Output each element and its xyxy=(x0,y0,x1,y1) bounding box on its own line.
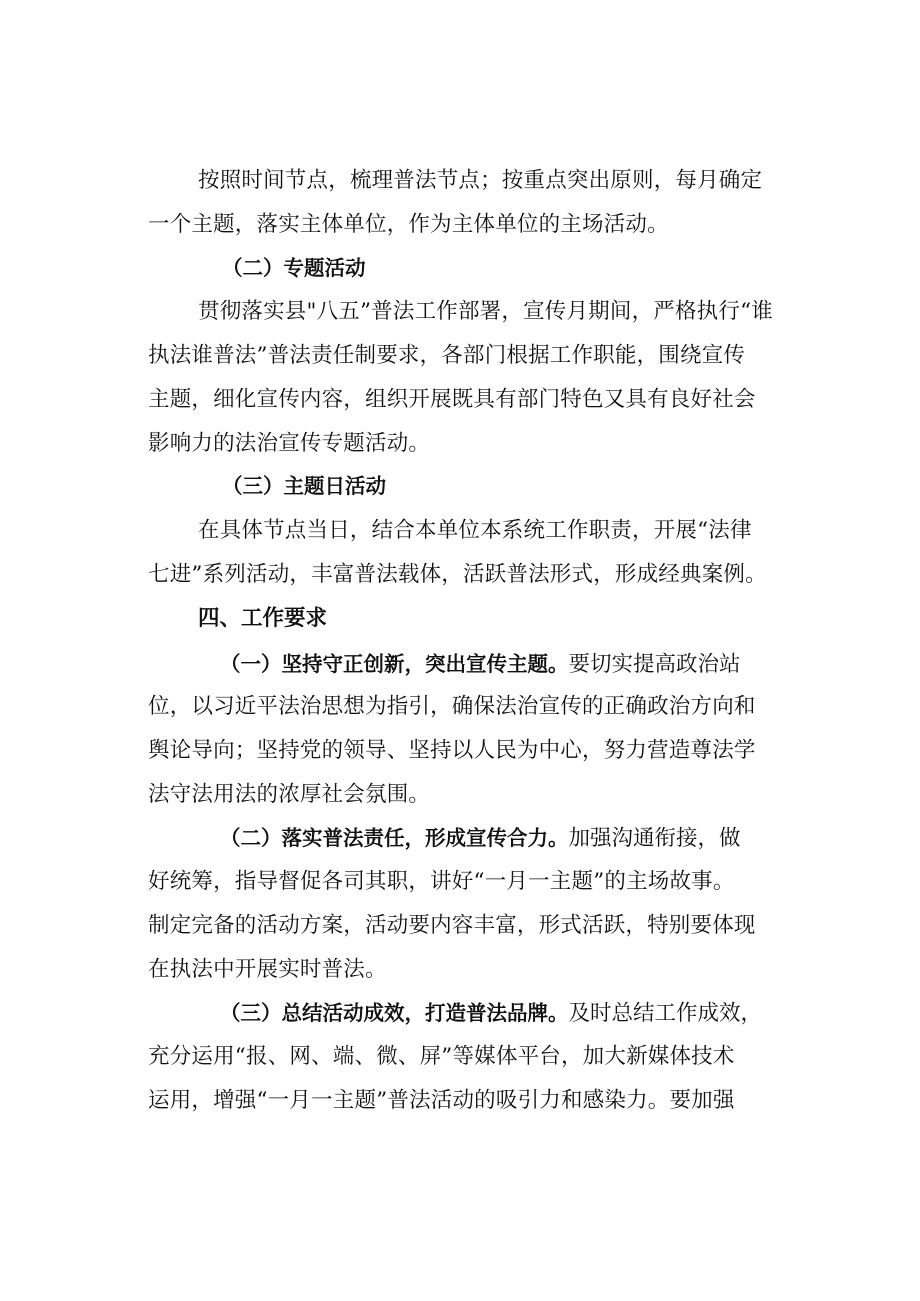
requirement-1-title: （一）坚持守正创新，突出宣传主题。 xyxy=(220,652,569,676)
requirement-2-title: （二）落实普法责任，形成宣传合力。 xyxy=(220,826,569,850)
requirement-1-lead xyxy=(220,649,741,680)
intro-line-2: 一个主题，落实主体单位，作为主体单位的主场活动。 xyxy=(148,212,669,237)
requirement-3-lead xyxy=(220,998,762,1029)
special-activity-line-2: 执法谁普法”普法责任制要求，各部门根据工作职能，围绕宣传 xyxy=(148,343,746,368)
intro-line-1: 按照时间节点，梳理普法节点；按重点突出原则，每月确定 xyxy=(198,168,763,193)
requirement-1-line-3: 舆论导向；坚持党的领导、坚持以人民为中心，努力营造尊法学 xyxy=(148,738,756,763)
requirement-3-title: （三）总结活动成效，打造普法品牌。 xyxy=(220,1001,569,1025)
requirement-3-line-2: 充分运用“报、网、端、微、屏”等媒体平台，加大新媒体技术 xyxy=(148,1044,735,1069)
requirement-1-line-4: 法守法用法的浓厚社会氛围。 xyxy=(148,782,431,807)
requirement-2-text: 加强沟通衔接，做 xyxy=(568,826,741,851)
requirement-2-line-2: 好统筹，指导督促各司其职，讲好“一月一主题”的主场故事。 xyxy=(148,869,735,894)
requirement-2-line-3: 制定完备的活动方案，活动要内容丰富，形式活跃，特别要体现 xyxy=(148,913,756,938)
special-activity-line-1: 贯彻落实县"八五”普法工作部署，宣传月期间，严格执行“谁 xyxy=(198,299,773,324)
special-activity-heading: （二）专题活动 xyxy=(222,256,366,280)
special-activity-line-4: 影响力的法治宣传专题活动。 xyxy=(148,431,431,456)
theme-day-line-1: 在具体节点当日，结合本单位本系统工作职责，开展“法律 xyxy=(198,518,752,543)
requirements-heading: 四、工作要求 xyxy=(198,606,328,631)
special-activity-line-3: 主题，细化宣传内容，组织开展既具有部门特色又具有良好社会 xyxy=(148,387,756,412)
theme-day-heading: （三）主题日活动 xyxy=(222,474,386,498)
requirement-2-line-4: 在执法中开展实时普法。 xyxy=(148,957,387,982)
requirement-3-line-3: 运用，增强“一月一主题”普法活动的吸引力和感染力。要加强 xyxy=(148,1088,735,1113)
requirement-2-lead xyxy=(220,823,741,854)
requirement-1-line-2: 位，以习近平法治思想为指引，确保法治宣传的正确政治方向和 xyxy=(148,694,756,719)
theme-day-line-2: 七进”系列活动，丰富普法载体，活跃普法形式，形成经典案例。 xyxy=(148,562,767,587)
requirement-1-text: 要切实提高政治站 xyxy=(568,652,741,677)
requirement-3-text: 及时总结工作成效， xyxy=(568,1001,763,1026)
